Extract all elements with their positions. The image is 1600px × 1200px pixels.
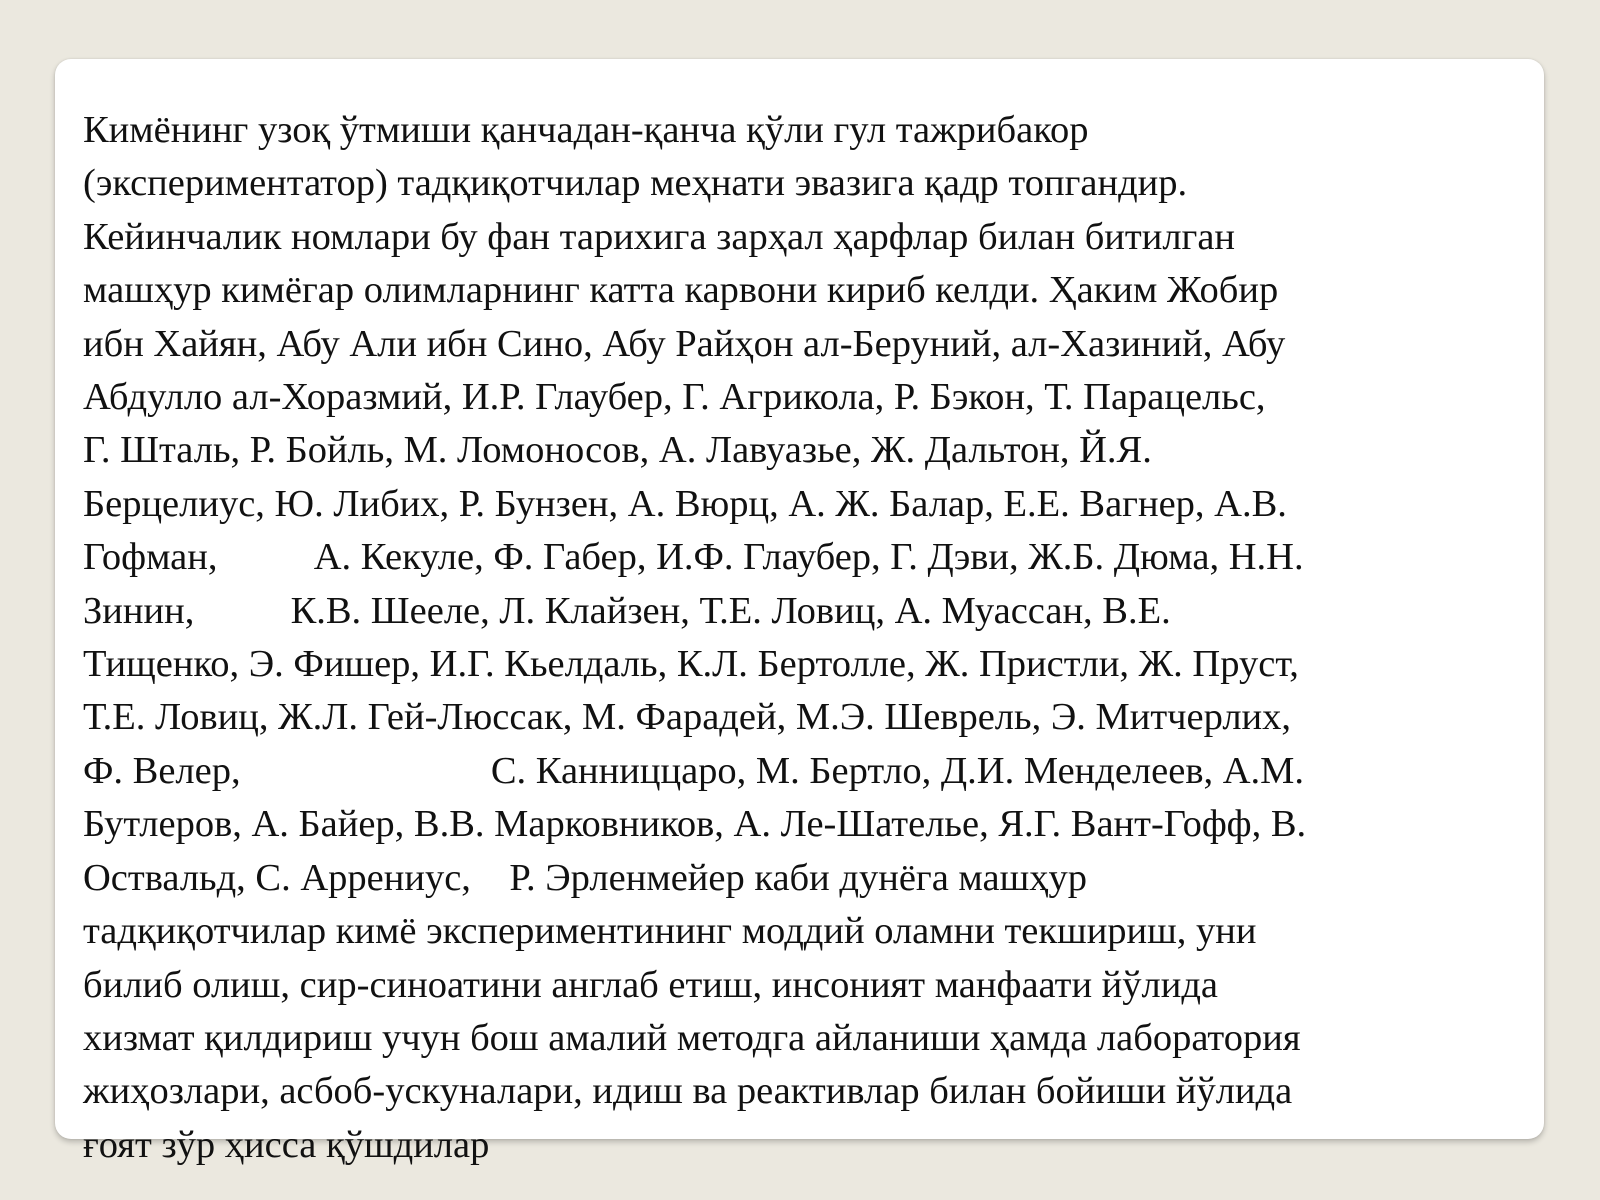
- paragraph-line: жиҳозлари, асбоб-ускуналари, идиш ва реактивлар билан бойиши йўлида: [83, 1070, 1293, 1113]
- paragraph-line: хизмат қилдириш учун бош амалий методга айланиши ҳамда лаборатория: [83, 1016, 1301, 1059]
- paragraph-line: машҳур кимёгар олимларнинг катта карвони кириб келди. Ҳаким Жобир: [83, 269, 1279, 312]
- paragraph-line: билиб олиш, сир-синоатини англаб етиш, инсоният манфаати йўлида: [83, 963, 1219, 1006]
- paragraph-line: ғоят зўр ҳисса қўшдилар: [83, 1123, 490, 1166]
- paragraph-line: (экспериментатор) тадқиқотчилар меҳнати эвазига қадр топгандир.: [83, 162, 1188, 205]
- paragraph-line: Берцелиус, Ю. Либих, Р. Бунзен, А. Вюрц, А. Ж. Балар, Е.Е. Вагнер, А.В.: [83, 482, 1287, 525]
- paragraph-line: Тищенко, Э. Фишер, И.Г. Кьелдаль, К.Л. Бертолле, Ж. Пристли, Ж. Пруст,: [83, 643, 1299, 686]
- paragraph-line: Г. Шталь, Р. Бойль, М. Ломоносов, А. Лавуазье, Ж. Дальтон, Й.Я.: [83, 429, 1152, 472]
- slide-paragraph: [83, 104, 1523, 1172]
- paragraph-line: Оствальд, С. Аррениус, Р. Эрленмейер каби дунёга машҳур: [83, 856, 1087, 899]
- paragraph-line: ибн Хайян, Абу Али ибн Сино, Абу Райҳон ал-Беруний, ал-Хазиний, Абу: [83, 322, 1286, 365]
- paragraph-line: Бутлеров, А. Байер, В.В. Марковников, А. Ле-Шателье, Я.Г. Вант-Гофф, В.: [83, 803, 1307, 846]
- paragraph-line: тадқиқотчилар кимё экспериментининг моддий оламни текшириш, уни: [83, 910, 1257, 953]
- paragraph-line: Кимёнинг узоқ ўтмиши қанчадан-қанча қўли гул тажрибакор: [83, 109, 1089, 151]
- paragraph-line: Зинин, К.В. Шееле, Л. Клайзен, Т.Е. Ловиц, А. Муассан, В.Е.: [83, 589, 1171, 632]
- paragraph-line: Ф. Велер, С. Канниццаро, М. Бертло, Д.И. Менделеев, А.М.: [83, 749, 1305, 792]
- paragraph-line: Т.Е. Ловиц, Ж.Л. Гей-Люссак, М. Фарадей, М.Э. Шеврель, Э. Митчерлих,: [83, 696, 1292, 739]
- paragraph-line: Гофман, А. Кекуле, Ф. Габер, И.Ф. Глаубер, Г. Дэви, Ж.Б. Дюма, Н.Н.: [83, 536, 1304, 579]
- paragraph-line: Кейинчалик номлари бу фан тарихига зарҳал ҳарфлар билан битилган: [83, 215, 1236, 258]
- paragraph-line: Абдулло ал-Хоразмий, И.Р. Глаубер, Г. Агрикола, Р. Бэкон, Т. Парацельс,: [83, 376, 1266, 419]
